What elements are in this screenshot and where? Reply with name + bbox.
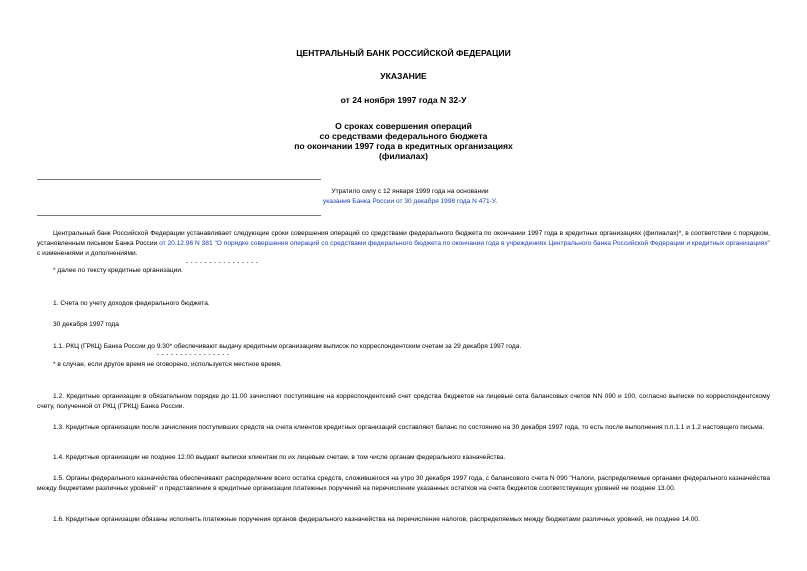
item-1-4: 1.4. Кредитные организации не позднее 12.00 выдают выписки клиентам по их лицевым счетам, в том числе органам федерального казначейства.	[53, 454, 506, 461]
title-line: со средствами федерального бюджета	[319, 131, 488, 141]
item-1-2: 1.2. Кредитные организации в обязательном порядке до 11.00 зачисляют поступившие на корреспондентский счет средства бюджетов на лицевые сета балансовых счетов NN 090 и 100, согласно выписке по корреспондентскому счету, полученной от РКЦ (ГРКЦ) Банка России.	[37, 393, 770, 410]
item-1-3: 1.3. Кредитные организации после зачисления поступивших средств на счета клиентов кредитных организаций составляют баланс по состоянию на 30 декабря 1997 года, то есть после выполнения п.п.1.1 и 1.2 настоящего письма.	[53, 424, 765, 431]
repeal-note-tail: .	[495, 198, 498, 205]
bottom-divider	[37, 215, 321, 216]
footnote-separator: - - - - - - - - - - - - - - - -	[186, 260, 259, 266]
intro-text: Центральный банк Российской Федерации устанавливает следующие сроки совершения операций со средствами федерального бюджета по окончании 1997 года в кредитных организациях (филиалах)*, в соответствии с порядком, установленным письмом Банка России	[37, 230, 770, 247]
section-1-heading: 1. Счета по учету доходов федерального бюджета.	[53, 300, 210, 307]
item-1-6: 1.6. Кредитные организации обязаны исполнить платежные поручения органов федерального казначейства на перечисление налогов, распределяемых между бюджетами различных уровней, не позднее 14.00.	[53, 516, 700, 523]
document-date-number: от 24 ноября 1997 года N 32-У	[340, 95, 467, 105]
date-line: 30 декабря 1997 года	[53, 321, 119, 328]
intro-text-end: с изменениями и дополнениями.	[37, 250, 138, 257]
footnote-separator-2: - - - - - - - - - - - - - - - -	[157, 352, 230, 358]
repeal-note-link-line	[230, 197, 590, 207]
top-divider	[37, 179, 321, 180]
title-line: по окончании 1997 года в кредитных организациях	[294, 141, 513, 151]
repeal-note	[230, 187, 590, 207]
repeal-note-text: Утратило силу с 12 января 1999 года на основании	[331, 188, 489, 195]
repeal-note-link[interactable]: указания Банка России от 30 декабря 1998 года N 471-У	[322, 198, 496, 205]
letter-381-link[interactable]: от 20.12.96 N 381 "О порядке совершения операций со средствами федерального бюджета по окончании года в учреждениях Центрального банка Российской Федерации и кредитных организациях"	[159, 240, 770, 247]
bank-name-heading: ЦЕНТРАЛЬНЫЙ БАНК РОССИЙСКОЙ ФЕДЕРАЦИИ	[296, 48, 511, 58]
item-1-5: 1.5. Органы федерального казначейства обеспечивают распределение всего остатка средств, сложившегося на утро 30 декабря 1997 года, с балансового счета N 090 "Налоги, распределяемые органами федерального казначейства между бюджетами различных уровней" и представление в кредитные организации платежных поручений на перечисление указанных остатков на счета бюджетов соответствующих уровней не позднее 13.00.	[37, 475, 770, 492]
title-line: О сроках совершения операций	[335, 121, 472, 131]
item-1-1: 1.1. РКЦ (ГРКЦ) Банка России до 9.30* обеспечивают выдачу кредитным организациям выписок по корреспондентским счетам за 29 декабря 1997 года.	[53, 343, 522, 350]
intro-paragraph	[37, 229, 770, 259]
footnote-2: * в случае, если другое время не оговорено, используется местное время.	[53, 361, 282, 368]
footnote-1: * далее по тексту кредитные организации.	[53, 267, 183, 274]
document-type-heading: УКАЗАНИЕ	[380, 71, 427, 81]
title-line: (филиалах)	[378, 151, 429, 161]
document-title	[0, 121, 807, 161]
